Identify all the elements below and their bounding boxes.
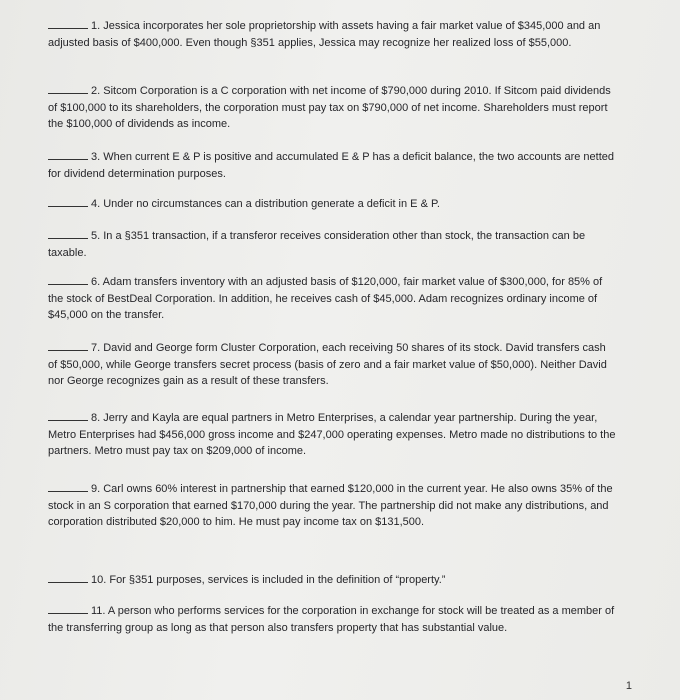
question-6-text: 6. Adam transfers inventory with an adjusted basis of $120,000, fair market value of $300,000, for 85% of the stock of BestDeal Corporation. In addition, he receives cash of $45,000. Adam recognizes ordinary income of $45,000 on the transfer. (48, 276, 603, 321)
answer-blank-11[interactable] (48, 602, 88, 614)
question-5-text: 5. In a §351 transaction, if a transferor receives consideration other than stock, the transaction can be taxable. (48, 230, 586, 259)
question-3-text: 3. When current E & P is positive and accumulated E & P has a deficit balance, the two accounts are netted for dividend determination purposes. (48, 151, 615, 180)
page-number: 1 (625, 680, 632, 692)
question-9 (48, 480, 618, 531)
question-2 (48, 82, 618, 133)
question-1-text: 1. Jessica incorporates her sole proprietorship with assets having a fair market value of $345,000 and an adjusted basis of $400,000. Even though §351 applies, Jessica may recognize her realized loss of $55,000. (48, 20, 601, 49)
question-6 (48, 273, 618, 324)
question-9-text: 9. Carl owns 60% interest in partnership that earned $120,000 in the current year. He also owns 35% of the stock in an S corporation that earned $170,000 during the year. The partnership did not make any distributions, and corporation distributed $20,000 to him. He must pay income tax on $131,500. (48, 483, 613, 528)
answer-blank-9[interactable] (48, 480, 88, 492)
question-11-text: 11. A person who performs services for the corporation in exchange for stock will be treated as a member of the transferring group as long as that person also transfers property that has substantial value. (48, 605, 615, 634)
question-4 (48, 195, 618, 213)
answer-blank-7[interactable] (48, 339, 88, 351)
question-8 (48, 409, 618, 460)
answer-blank-10[interactable] (48, 571, 88, 583)
question-3 (48, 148, 618, 182)
answer-blank-8[interactable] (48, 409, 88, 421)
question-10-text: 10. For §351 purposes, services is included in the definition of “property.” (91, 574, 446, 586)
question-8-text: 8. Jerry and Kayla are equal partners in Metro Enterprises, a calendar year partnership. During the year, Metro Enterprises had $456,000 gross income and $247,000 operating expenses. Metro made no distributions to the partners. Metro must pay tax on $209,000 of income. (48, 412, 616, 457)
question-1 (48, 17, 618, 51)
answer-blank-3[interactable] (48, 148, 88, 160)
answer-blank-1[interactable] (48, 17, 88, 29)
question-7 (48, 339, 618, 390)
question-11 (48, 602, 618, 636)
question-4-text: 4. Under no circumstances can a distribution generate a deficit in E & P. (91, 198, 440, 210)
answer-blank-5[interactable] (48, 227, 88, 239)
question-2-text: 2. Sitcom Corporation is a C corporation with net income of $790,000 during 2010. If Sitcom paid dividends of $100,000 to its shareholders, the corporation must pay tax on $790,000 of net income. Shareholders must report the $100,000 of dividends as income. (48, 85, 611, 130)
answer-blank-6[interactable] (48, 273, 88, 285)
answer-blank-4[interactable] (48, 195, 88, 207)
answer-blank-2[interactable] (48, 82, 88, 94)
question-10 (48, 571, 618, 589)
question-7-text: 7. David and George form Cluster Corporation, each receiving 50 shares of its stock. David transfers cash of $50,000, while George transfers secret process (basis of zero and a fair market value of $50,000). Neither David nor George recognizes gain as a result of these transfers. (48, 342, 607, 387)
question-5 (48, 227, 618, 261)
